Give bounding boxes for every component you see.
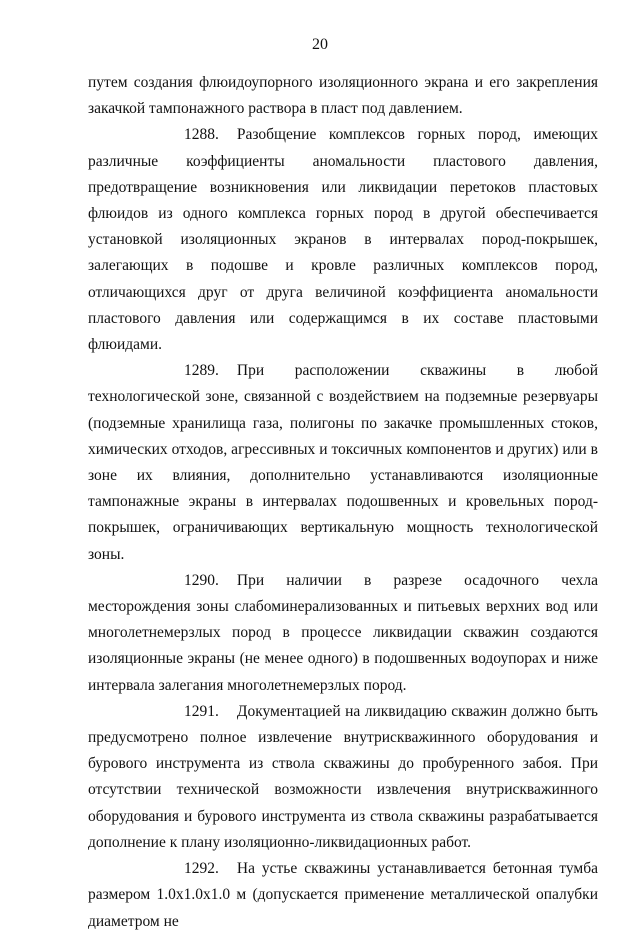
paragraph-text: Разобщение комплексов горных пород, имеющих различные коэффициенты аномальности пластового давления, предотвращение возникновения или ликвидации перетоков пластовых флюидов из одного комплекса горных пород в другой обеспечивается установкой изоляционных экранов в интервалах пород-покрышек, залегающих в подошве и кровле различных комплексов пород, отличающихся друг от друга величиной коэффициента аномальности пластового давления или содержащимся в их составе пластовыми флюидами. — [88, 126, 598, 354]
paragraph-text: На устье скважины устанавливается бетонная тумба размером 1.0x1.0x1.0 м (допускается применение металлической опалубки диаметром не — [88, 860, 598, 930]
paragraph-number: 1291. — [184, 702, 219, 720]
paragraph-1288 — [88, 122, 598, 358]
paragraph-text: Документацией на ликвидацию скважин должно быть предусмотрено полное извлечение внутрискважинного оборудования и бурового инструмента из ствола скважины до пробуренного забоя. При отсутствии технической возможности извлечения внутрискважинного оборудования и бурового инструмента из ствола скважины разрабатывается дополнение к плану изоляционно-ликвидационных работ. — [88, 702, 598, 851]
paragraph-continuation — [88, 70, 598, 122]
paragraph-number: 1290. — [184, 571, 219, 589]
paragraph-number: 1292. — [184, 860, 219, 878]
paragraph-text: путем создания флюидоупорного изоляционного экрана и его закрепления закачкой тампонажного раствора в пласт под давлением. — [88, 74, 598, 118]
paragraph-1289 — [88, 358, 598, 568]
paragraph-1290 — [88, 568, 598, 699]
paragraph-number: 1289. — [184, 362, 219, 380]
paragraph-text: При наличии в разрезе осадочного чехла месторождения зоны слабоминерализованных и питьевых верхних вод или многолетнемерзлых пород в процессе ликвидации скважин создаются изоляционные экраны (не менее одного) в подошвенных водоупорах и ниже интервала залегания многолетнемерзлых пород. — [88, 571, 598, 694]
paragraph-1291 — [88, 699, 598, 856]
paragraph-text: При расположении скважины в любой технологической зоне, связанной с воздействием на подземные резервуары (подземные хранилища газа, полигоны по закачке промышленных стоков, химических отходов, агрессивных и токсичных компонентов и других) или в зоне их влияния, дополнительно устанавливаются изоляционные тампонажные экраны в интервалах подошвенных и кровельных пород-покрышек, ограничивающих вертикальную мощность технологической зоны. — [88, 362, 598, 563]
document-body — [88, 70, 598, 935]
page-number: 20 — [312, 36, 328, 53]
paragraph-number: 1288. — [184, 126, 219, 144]
paragraph-1292 — [88, 856, 598, 935]
